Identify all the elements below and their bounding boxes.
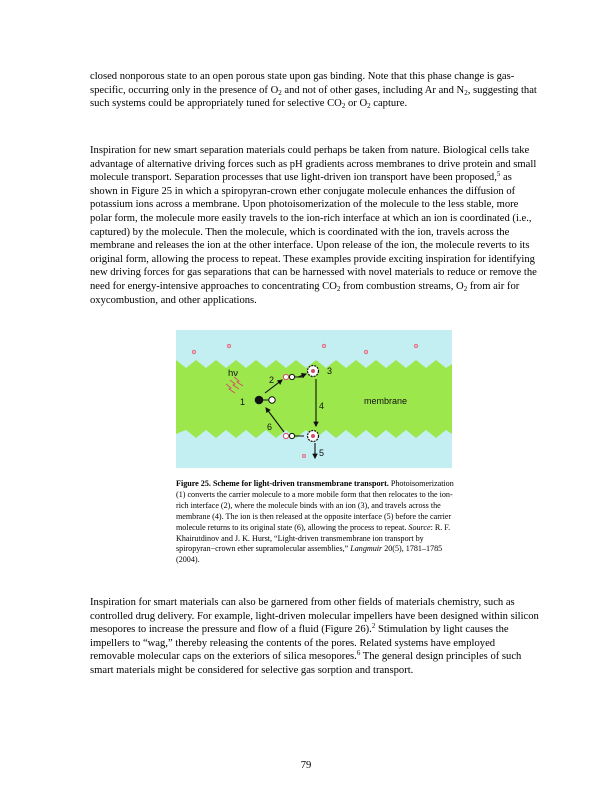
step-2-label: 2 xyxy=(269,375,275,385)
page-number: 79 xyxy=(300,760,312,771)
step-1-label: 1 xyxy=(240,397,246,407)
paragraph-continued: closed nonporous state to an open porous state upon gas binding. Note that this phase change is gas-specific, occurring only in the presence of $O_2$ and not of other gases, including Ar and $N_2$, suggesting that such systems could be appropriately tuned for selective $CO_2$ or $O_2$ capture. xyxy=(90,71,537,111)
reference-marker[interactable]: 6 xyxy=(356,649,361,658)
membrane-label: membrane xyxy=(364,396,408,406)
figure-25-caption: Figure 25. Scheme for light-driven transmembrane transport. Photoisomerization (1) converts the carrier molecule to a more mobile form that then relocates to the ion-rich interface (2), where the molecule binds with an ion (3), and travels across the membrane (4). The ion is then released at the opposite interface (5) before the carrier molecule returns to its original state (6), allowing the process to repeat. Source: R. F. Khairutdinov and J. K. Hurst, “Light-driven transmembrane ion transport by spiropyran−crown ether supramolecular assemblies,” Langmuir 20(5), 1781–1785 (2004). xyxy=(176,479,454,565)
paragraph-inspiration-nature: Inspiration for new smart separation materials could perhaps be taken from nature. Biological cells take advantage of alternative driving forces such as pH gradients across membranes to drive protein and small molecule transport. Separation processes that use light-driven ion transport have been proposed,$^5$ as shown in Figure 25 in which a spiropyran-crown ether conjugate molecule enhances the diffusion of potassium ions across a membrane. Upon photoisomerization of the molecule to the less stable, more polar form, the molecule more easily travels to the ion-rich interface at which an ion is coordinated (i.e., captured) by the molecule. Then the molecule, which is coordinated with the ion, travels across the membrane and releases the ion at the other interface. Upon release of the ion, the molecule reverts to its original form, allowing the process to repeat. These examples provide exciting inspiration for identifying new driving forces for gas separations that can be harnessed with novel materials to reduce or remove the need for energy-intensive approaches to concentrating $CO_2$ from combustion streams, $O_2$ from air for oxycombustion, and other applications. xyxy=(90,145,537,306)
hv-label: hν xyxy=(228,368,239,379)
paragraph-drug-delivery: Inspiration for smart materials can also be garnered from other fields of materials chemistry, such as controlled drug delivery. For example, light-driven molecular impellers have been designed within silicon mesopores to increase the pressure and flow of a fluid (Figure 26).$^2$ Stimulation by light causes the impellers to “wag,” thereby releasing the contents of the pores. Related systems have employed removable molecular caps on the exteriors of silica mesopores.$^6$ The general design principles of such smart materials might be considered for selective gas sorption and transport. xyxy=(90,597,539,676)
reference-marker[interactable]: 5 xyxy=(496,170,501,179)
reference-marker[interactable]: 2 xyxy=(371,622,376,631)
step-5-label: 5 xyxy=(319,448,325,458)
step-3-label: 3 xyxy=(327,366,333,376)
step-6-label: 6 xyxy=(267,422,273,432)
figure-25-diagram xyxy=(176,330,452,468)
step-4-label: 4 xyxy=(319,401,325,411)
closed-molecule xyxy=(255,396,264,405)
